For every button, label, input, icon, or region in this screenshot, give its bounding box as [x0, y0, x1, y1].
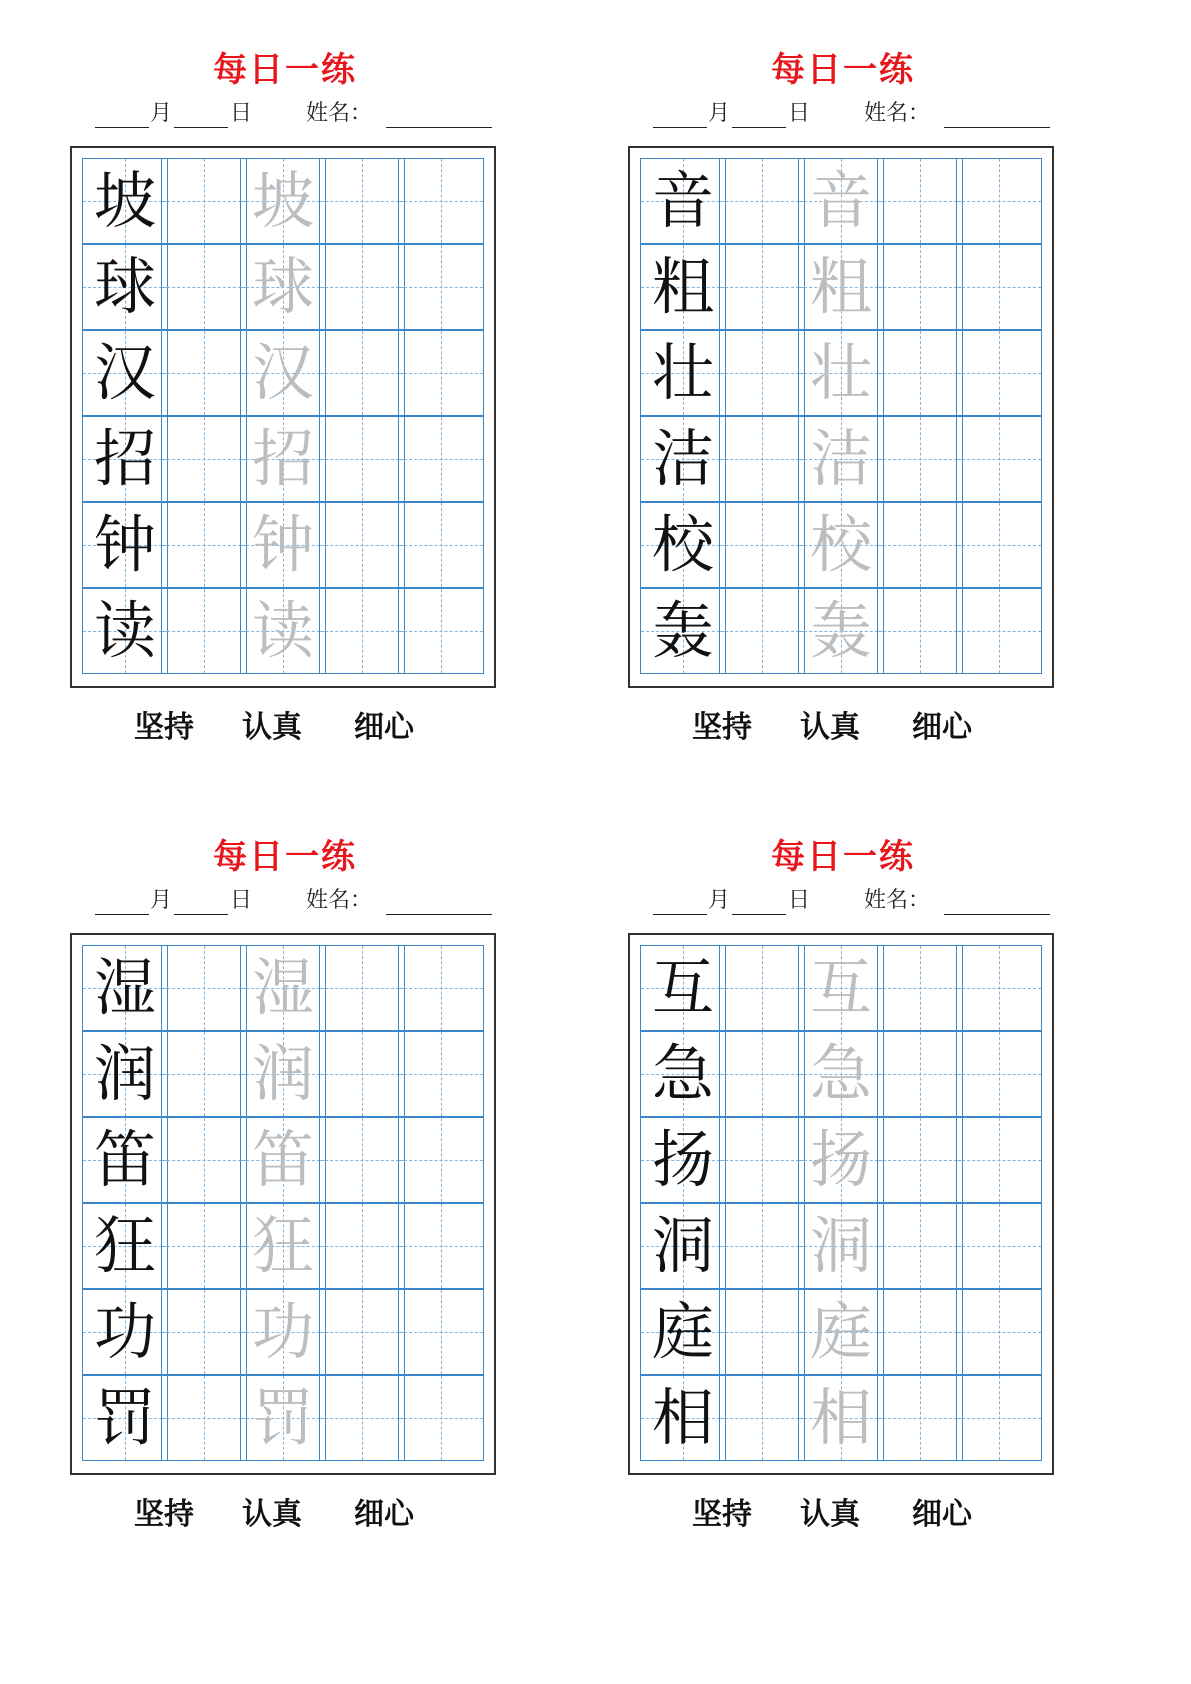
- model-character: 招: [93, 422, 156, 495]
- grid-row: [82, 1375, 485, 1461]
- writing-cell[interactable]: [398, 1117, 484, 1203]
- writing-cell[interactable]: [798, 158, 884, 244]
- day-label: 日: [788, 101, 811, 126]
- writing-cell[interactable]: [398, 1203, 484, 1289]
- writing-cell[interactable]: [798, 1117, 884, 1203]
- grid-row: [640, 1375, 1043, 1461]
- writing-cell[interactable]: [719, 1375, 805, 1461]
- writing-cell[interactable]: [640, 330, 726, 416]
- writing-cell[interactable]: [798, 1289, 884, 1375]
- trace-character: 罚: [251, 1381, 314, 1454]
- writing-cell[interactable]: [877, 1375, 963, 1461]
- day-blank[interactable]: [174, 914, 228, 915]
- trace-character: 庭: [809, 1295, 872, 1368]
- grid-row: [82, 945, 485, 1031]
- grid-row: [82, 1117, 485, 1203]
- grid-row: [640, 1031, 1043, 1117]
- writing-cell[interactable]: [240, 502, 326, 588]
- model-character: 读: [93, 594, 156, 667]
- trace-character: 笛: [251, 1123, 314, 1196]
- month-label: 月: [150, 888, 173, 913]
- writing-cell[interactable]: [82, 1375, 168, 1461]
- writing-cell[interactable]: [877, 945, 963, 1031]
- motto-line: [70, 708, 500, 748]
- writing-cell[interactable]: [956, 416, 1042, 502]
- writing-grid-frame: [628, 933, 1054, 1475]
- writing-cell[interactable]: [161, 1289, 247, 1375]
- writing-cell[interactable]: [398, 1289, 484, 1375]
- trace-character: 读: [251, 594, 314, 667]
- writing-grid: [82, 158, 485, 676]
- writing-cell[interactable]: [640, 588, 726, 674]
- date-name-line: [70, 887, 500, 917]
- writing-cell[interactable]: [640, 945, 726, 1031]
- writing-cell[interactable]: [719, 1289, 805, 1375]
- name-blank[interactable]: [944, 127, 1050, 128]
- grid-row: [640, 588, 1043, 674]
- grid-row: [82, 244, 485, 330]
- writing-cell[interactable]: [82, 1031, 168, 1117]
- writing-cell[interactable]: [398, 416, 484, 502]
- model-character: 相: [651, 1381, 714, 1454]
- trace-character: 校: [809, 508, 872, 581]
- trace-character: 汉: [251, 336, 314, 409]
- trace-character: 壮: [809, 336, 872, 409]
- writing-cell[interactable]: [640, 1031, 726, 1117]
- writing-cell[interactable]: [640, 1375, 726, 1461]
- month-label: 月: [708, 888, 731, 913]
- model-character: 罚: [93, 1381, 156, 1454]
- motto-attentive: 细心: [354, 710, 414, 745]
- writing-cell[interactable]: [877, 502, 963, 588]
- grid-row: [640, 1203, 1043, 1289]
- model-character: 庭: [651, 1295, 714, 1368]
- writing-cell[interactable]: [719, 502, 805, 588]
- trace-character: 功: [251, 1295, 314, 1368]
- date-name-line: [70, 100, 500, 130]
- writing-cell[interactable]: [398, 330, 484, 416]
- day-label: 日: [230, 888, 253, 913]
- grid-row: [640, 502, 1043, 588]
- writing-cell[interactable]: [877, 1289, 963, 1375]
- practice-sheet: [70, 835, 500, 1575]
- trace-character: 粗: [809, 250, 872, 323]
- writing-cell[interactable]: [161, 1117, 247, 1203]
- writing-cell[interactable]: [398, 502, 484, 588]
- writing-cell[interactable]: [240, 1289, 326, 1375]
- grid-row: [82, 416, 485, 502]
- motto-persist: 坚持: [134, 710, 194, 745]
- trace-character: 轰: [809, 594, 872, 667]
- trace-character: 招: [251, 422, 314, 495]
- writing-cell[interactable]: [319, 244, 405, 330]
- writing-cell[interactable]: [956, 244, 1042, 330]
- model-character: 润: [93, 1037, 156, 1110]
- writing-cell[interactable]: [640, 158, 726, 244]
- writing-cell[interactable]: [798, 1203, 884, 1289]
- writing-cell[interactable]: [877, 1031, 963, 1117]
- model-character: 壮: [651, 336, 714, 409]
- month-blank[interactable]: [653, 127, 707, 128]
- writing-cell[interactable]: [161, 244, 247, 330]
- writing-grid: [640, 945, 1043, 1463]
- model-character: 笛: [93, 1123, 156, 1196]
- writing-cell[interactable]: [640, 416, 726, 502]
- writing-cell[interactable]: [956, 158, 1042, 244]
- day-label: 日: [230, 101, 253, 126]
- writing-cell[interactable]: [798, 502, 884, 588]
- motto-line: [70, 1495, 500, 1535]
- month-blank[interactable]: [95, 127, 149, 128]
- writing-cell[interactable]: [82, 416, 168, 502]
- model-character: 坡: [93, 164, 156, 237]
- writing-cell[interactable]: [956, 1289, 1042, 1375]
- model-character: 轰: [651, 594, 714, 667]
- model-character: 功: [93, 1295, 156, 1368]
- writing-cell[interactable]: [240, 416, 326, 502]
- writing-cell[interactable]: [319, 588, 405, 674]
- writing-cell[interactable]: [161, 1031, 247, 1117]
- motto-attentive: 细心: [912, 1497, 972, 1532]
- trace-character: 相: [809, 1381, 872, 1454]
- writing-cell[interactable]: [398, 1031, 484, 1117]
- writing-cell[interactable]: [956, 1031, 1042, 1117]
- writing-cell[interactable]: [798, 945, 884, 1031]
- writing-cell[interactable]: [82, 330, 168, 416]
- motto-attentive: 细心: [912, 710, 972, 745]
- writing-grid-frame: [70, 146, 496, 688]
- motto-persist: 坚持: [692, 710, 752, 745]
- writing-cell[interactable]: [640, 502, 726, 588]
- motto-careful: 认真: [242, 710, 302, 745]
- writing-cell[interactable]: [161, 416, 247, 502]
- writing-cell[interactable]: [956, 330, 1042, 416]
- motto-careful: 认真: [242, 1497, 302, 1532]
- writing-cell[interactable]: [82, 158, 168, 244]
- trace-character: 音: [809, 164, 872, 237]
- writing-cell[interactable]: [798, 416, 884, 502]
- grid-row: [82, 588, 485, 674]
- writing-cell[interactable]: [319, 416, 405, 502]
- trace-character: 扬: [809, 1123, 872, 1196]
- sheet-title: 每日一练: [771, 50, 915, 90]
- date-name-line: [628, 887, 1058, 917]
- writing-cell[interactable]: [877, 588, 963, 674]
- motto-attentive: 细心: [354, 1497, 414, 1532]
- name-blank[interactable]: [944, 914, 1050, 915]
- model-character: 球: [93, 250, 156, 323]
- writing-cell[interactable]: [398, 244, 484, 330]
- trace-character: 急: [809, 1037, 872, 1110]
- motto-persist: 坚持: [692, 1497, 752, 1532]
- writing-cell[interactable]: [319, 330, 405, 416]
- model-character: 急: [651, 1037, 714, 1110]
- name-label: 姓名：: [864, 101, 931, 126]
- trace-character: 洞: [809, 1209, 872, 1282]
- trace-character: 坡: [251, 164, 314, 237]
- writing-cell[interactable]: [640, 1289, 726, 1375]
- writing-cell[interactable]: [161, 1203, 247, 1289]
- writing-cell[interactable]: [240, 1375, 326, 1461]
- month-label: 月: [150, 101, 173, 126]
- writing-cell[interactable]: [956, 945, 1042, 1031]
- writing-cell[interactable]: [240, 588, 326, 674]
- name-blank[interactable]: [386, 914, 492, 915]
- writing-grid-frame: [628, 146, 1054, 688]
- writing-cell[interactable]: [319, 1289, 405, 1375]
- name-label: 姓名：: [306, 101, 373, 126]
- writing-cell[interactable]: [319, 502, 405, 588]
- trace-character: 湿: [251, 951, 314, 1024]
- writing-cell[interactable]: [719, 588, 805, 674]
- writing-cell[interactable]: [240, 1117, 326, 1203]
- writing-grid: [640, 158, 1043, 676]
- writing-cell[interactable]: [877, 416, 963, 502]
- writing-cell[interactable]: [319, 158, 405, 244]
- writing-grid: [82, 945, 485, 1463]
- writing-cell[interactable]: [956, 1117, 1042, 1203]
- writing-cell[interactable]: [161, 158, 247, 244]
- writing-cell[interactable]: [82, 1203, 168, 1289]
- day-blank[interactable]: [174, 127, 228, 128]
- writing-cell[interactable]: [877, 244, 963, 330]
- writing-cell[interactable]: [240, 330, 326, 416]
- model-character: 钟: [93, 508, 156, 581]
- writing-cell[interactable]: [877, 158, 963, 244]
- grid-row: [640, 158, 1043, 244]
- writing-cell[interactable]: [398, 158, 484, 244]
- writing-cell[interactable]: [956, 502, 1042, 588]
- writing-cell[interactable]: [161, 1375, 247, 1461]
- trace-character: 球: [251, 250, 314, 323]
- writing-cell[interactable]: [640, 1117, 726, 1203]
- trace-character: 洁: [809, 422, 872, 495]
- writing-cell[interactable]: [161, 588, 247, 674]
- date-name-line: [628, 100, 1058, 130]
- grid-row: [82, 1289, 485, 1375]
- name-blank[interactable]: [386, 127, 492, 128]
- writing-cell[interactable]: [161, 330, 247, 416]
- writing-cell[interactable]: [956, 1203, 1042, 1289]
- writing-cell[interactable]: [640, 244, 726, 330]
- trace-character: 润: [251, 1037, 314, 1110]
- writing-cell[interactable]: [161, 502, 247, 588]
- writing-cell[interactable]: [956, 1375, 1042, 1461]
- trace-character: 钟: [251, 508, 314, 581]
- writing-cell[interactable]: [82, 502, 168, 588]
- grid-row: [640, 945, 1043, 1031]
- motto-careful: 认真: [800, 1497, 860, 1532]
- model-character: 洞: [651, 1209, 714, 1282]
- trace-character: 狂: [251, 1209, 314, 1282]
- writing-cell[interactable]: [719, 158, 805, 244]
- grid-row: [82, 1031, 485, 1117]
- writing-cell[interactable]: [798, 588, 884, 674]
- writing-cell[interactable]: [719, 1031, 805, 1117]
- writing-cell[interactable]: [398, 1375, 484, 1461]
- writing-cell[interactable]: [640, 1203, 726, 1289]
- writing-cell[interactable]: [798, 244, 884, 330]
- practice-sheet: [70, 48, 500, 788]
- grid-row: [640, 330, 1043, 416]
- writing-cell[interactable]: [82, 1289, 168, 1375]
- model-character: 粗: [651, 250, 714, 323]
- writing-cell[interactable]: [719, 1117, 805, 1203]
- writing-cell[interactable]: [719, 330, 805, 416]
- grid-row: [82, 330, 485, 416]
- writing-cell[interactable]: [719, 244, 805, 330]
- sheet-title: 每日一练: [213, 837, 357, 877]
- writing-cell[interactable]: [240, 1203, 326, 1289]
- writing-grid-frame: [70, 933, 496, 1475]
- motto-line: [628, 1495, 1058, 1535]
- grid-row: [82, 502, 485, 588]
- writing-cell[interactable]: [719, 1203, 805, 1289]
- grid-row: [640, 244, 1043, 330]
- writing-cell[interactable]: [798, 1375, 884, 1461]
- month-label: 月: [708, 101, 731, 126]
- name-label: 姓名：: [306, 888, 373, 913]
- motto-careful: 认真: [800, 710, 860, 745]
- grid-row: [640, 416, 1043, 502]
- model-character: 汉: [93, 336, 156, 409]
- writing-cell[interactable]: [319, 1117, 405, 1203]
- writing-cell[interactable]: [240, 158, 326, 244]
- writing-cell[interactable]: [82, 588, 168, 674]
- writing-cell[interactable]: [877, 1203, 963, 1289]
- writing-cell[interactable]: [956, 588, 1042, 674]
- model-character: 扬: [651, 1123, 714, 1196]
- model-character: 洁: [651, 422, 714, 495]
- grid-row: [640, 1289, 1043, 1375]
- day-label: 日: [788, 888, 811, 913]
- trace-character: 互: [809, 951, 872, 1024]
- sheet-title: 每日一练: [771, 837, 915, 877]
- writing-cell[interactable]: [82, 1117, 168, 1203]
- writing-cell[interactable]: [240, 945, 326, 1031]
- grid-row: [640, 1117, 1043, 1203]
- month-blank[interactable]: [95, 914, 149, 915]
- practice-sheet: [628, 835, 1058, 1575]
- writing-cell[interactable]: [719, 416, 805, 502]
- writing-cell[interactable]: [319, 945, 405, 1031]
- writing-cell[interactable]: [82, 945, 168, 1031]
- model-character: 狂: [93, 1209, 156, 1282]
- month-blank[interactable]: [653, 914, 707, 915]
- writing-cell[interactable]: [82, 244, 168, 330]
- writing-cell[interactable]: [798, 330, 884, 416]
- writing-cell[interactable]: [319, 1031, 405, 1117]
- grid-row: [82, 1203, 485, 1289]
- writing-cell[interactable]: [719, 945, 805, 1031]
- writing-cell[interactable]: [877, 1117, 963, 1203]
- writing-cell[interactable]: [240, 244, 326, 330]
- practice-sheet: [628, 48, 1058, 788]
- grid-row: [82, 158, 485, 244]
- day-blank[interactable]: [732, 914, 786, 915]
- model-character: 湿: [93, 951, 156, 1024]
- name-label: 姓名：: [864, 888, 931, 913]
- day-blank[interactable]: [732, 127, 786, 128]
- motto-persist: 坚持: [134, 1497, 194, 1532]
- writing-cell[interactable]: [798, 1031, 884, 1117]
- model-character: 校: [651, 508, 714, 581]
- writing-cell[interactable]: [161, 945, 247, 1031]
- writing-cell[interactable]: [398, 945, 484, 1031]
- motto-line: [628, 708, 1058, 748]
- sheet-title: 每日一练: [213, 50, 357, 90]
- model-character: 互: [651, 951, 714, 1024]
- model-character: 音: [651, 164, 714, 237]
- writing-cell[interactable]: [877, 330, 963, 416]
- writing-cell[interactable]: [319, 1375, 405, 1461]
- writing-cell[interactable]: [240, 1031, 326, 1117]
- writing-cell[interactable]: [398, 588, 484, 674]
- writing-cell[interactable]: [319, 1203, 405, 1289]
